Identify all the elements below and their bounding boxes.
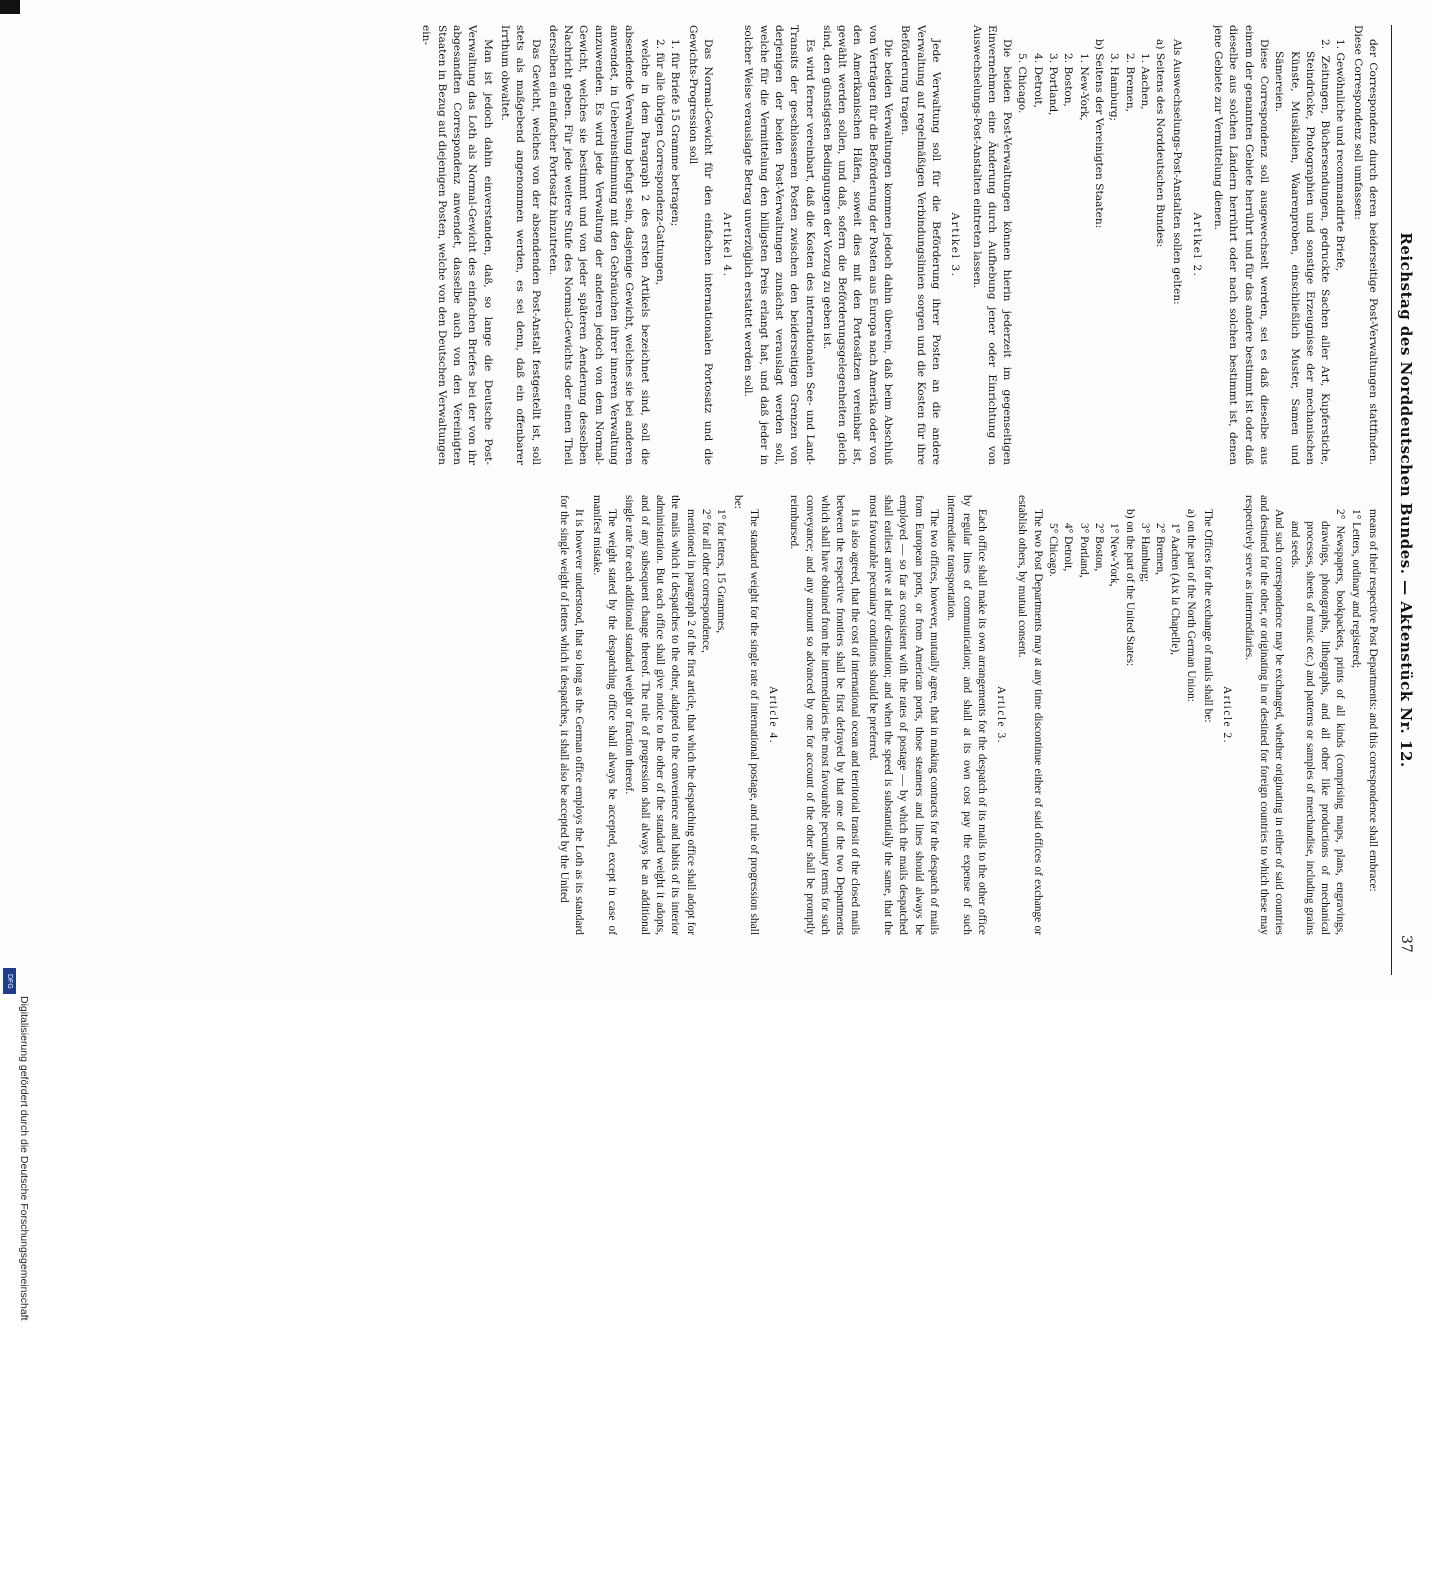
- list-item: 3. Hamburg;: [1108, 53, 1121, 122]
- paragraph: The two Post Departments may at any time discontinue either of said offices of exchange or establish others, by mutual consent.: [1016, 495, 1044, 935]
- list-item: 1° Aachen (Aix la Chapelle),: [1169, 523, 1182, 656]
- list-item: 1. Aachen,: [1138, 53, 1151, 110]
- list-item: 2. Boston,: [1062, 53, 1075, 107]
- paragraph: Das Normal-Gewicht für den einfachen internationalen Portosatz und die Gewichts-Progression soll: [686, 25, 714, 465]
- list-item: 4. Detroit,: [1031, 53, 1044, 108]
- list-item: 5. Chicago.: [1016, 53, 1029, 114]
- paragraph: It is however understood, that so long as the German office employs the Loth as its standard for the single weight of letters which it despatches, it shall also be accepted by the United: [558, 495, 586, 935]
- list-item: 2° Boston,: [1092, 523, 1105, 572]
- paragraph: means of their respective Post Departments: and this correspondence shall embrace:: [1367, 509, 1379, 892]
- list-item: 2° for all other correspondence,: [699, 509, 712, 654]
- list-item: 4° Detroit,: [1062, 523, 1075, 572]
- paragraph: Diese Correspondenz soll ausgewechselt werden, sei es daß dieselbe aus einem der genannten Gebiete herrührt und für das andere bestimmt ist oder daß dieselbe aus solchen Ländern herrührt oder nach solchen bestimmt ist, denen jene Gebiete zur Vermittelung dienen.: [1212, 25, 1270, 465]
- article-heading: Article 3.: [995, 685, 1008, 744]
- paragraph: der Correspondenz durch deren beiderseitige Post-Verwaltungen stattfinden. Diese Correspondenz soll umfassen:: [1351, 25, 1379, 465]
- list-item: 1. für Briefe 15 Gramme betragen;: [669, 39, 682, 227]
- list-label: a) Seitens des Norddeutschen Bundes:: [1154, 39, 1167, 248]
- list-label: a) on the part of the North German Union:: [1184, 509, 1197, 702]
- list-label: b) Seitens der Vereinigten Staaten:: [1092, 39, 1105, 229]
- paragraph: Jede Verwaltung soll für die Beförderung ihrer Posten an die andere Verwaltung auf regelmäßigen Verbindungslinien sorgen und die Kosten für ihre Beförderung tragen.: [899, 25, 942, 465]
- page-header: [1391, 25, 1420, 975]
- list-item: 2. für alle übrigen Correspondenz-Gattungen,: [653, 39, 666, 286]
- paragraph: Each office shall make its own arrangements for the despatch of its mails to the other office by regular lines of communication; and shall at its own cost pay the expense of such intermediate transportation.: [945, 495, 988, 935]
- english-column: [110, 495, 1380, 935]
- paragraph: It is also agreed, that the cost of international ocean and territorial transit of the closed mails between the respective frontiers shall be first defrayed by that one of the two Departments which shall have obtained from the intermediaries the most favourable pecuniary terms for such conveyance; and any amount so advanced by one for account of the other shall be promptly reimbursed.: [788, 495, 862, 935]
- list-item: 2. Bremen,: [1123, 53, 1136, 113]
- article-heading: Article 2.: [1221, 685, 1234, 744]
- list-item: 1° for letters, 15 Grammes,: [715, 509, 728, 634]
- list-item: 3° Hamburg;: [1138, 523, 1151, 583]
- page-number: 37: [1398, 934, 1414, 953]
- paragraph: Die beiden Post-Verwaltungen können hierin jederzeit im gegenseitigen Einvernehmen eine Änderung durch Aufhebung jener oder Einrichtung von Auswechselungs-Post-Anstalten eintreten lassen.: [970, 25, 1014, 465]
- paragraph: welche in dem Paragraph 2 des ersten Artikels bezeichnet sind, soll die absendende Verwaltung befugt sein, dasjenige Gewicht, welches sie bei anderen anwendet, in Uebereinstimmung mit den Gebräuchen ihrer inneren Verwaltung anzuwenden. Es wird jede Verwaltung der anderen jedoch von dem Normal-Gewicht, welches sie bestimmt und von jeder späteren Aenderung desselben Nachricht geben. Für jede weitere Stufe des Normal-Gewichts oder einen Theil derselben ein einfacher Portosatz hinzutreten.: [546, 25, 651, 465]
- list-item: 2° Bremen,: [1154, 523, 1167, 576]
- list-label: b) on the part of the United States:: [1123, 509, 1136, 667]
- paragraph: Es wird ferner vereinbart, daß die Kosten des internationalen See- und Land-Transits der geschlossenen Posten zwischen den beiderseitigen Grenzen von derjenigen der beiden Post-Verwaltungen zunächst verauslagt werden soll, welche für die Vermittelung den billigsten Preis erlangt hat, und daß jeder in solcher Weise verauslagte Betrag unverzüglich erstattet werden soll.: [742, 25, 816, 465]
- list-item: 5° Chicago.: [1047, 523, 1060, 577]
- list-item: 2° Newspapers, bookpackets, prints of all kinds (comprising maps, plans, engravings, drawings, photographs, lithographs, and all other like productions of mechanical processes, sheets of music etc.) and patterns or samples of merchandise, including grains and seeds.: [1288, 509, 1347, 935]
- paragraph: Die beiden Verwaltungen kommen jedoch dahin überein, daß beim Abschluß von Verträgen für die Beförderung der Posten aus Europa nach Amerika oder von den Amerikanischen Häfen, soweit dies mit den Portosätzen vereinbar ist, gewählt werden sollen, und daß, sofern die Beförderungsgelegenheiten gleich sind, den günstigsten Bedingungen der Vorzug zu geben ist.: [820, 25, 895, 465]
- article-heading: Artikel 3.: [949, 212, 962, 278]
- paragraph: The weight stated by the despatching office shall always be accepted, except in case of manifest mistake.: [590, 495, 619, 935]
- digitization-credit: [4, 396, 30, 1321]
- paragraph: The Offices for the exchange of mails shall be:: [1202, 509, 1215, 723]
- paragraph: The two offices, however, mutually agree, that in making contracts for the despatch of mails from European ports, or from American ports, those steamers and lines should always be employed — so far as consistent with the rates of postage — by which the mails despatched shall earliest arrive at their destination; and when the speed is substantially the same, that the most favourable pecuniary conditions should be preferred.: [866, 495, 940, 935]
- page-title: Reichstag des Norddeutschen Bundes. — Aktenstück Nr. 12.: [1397, 232, 1415, 768]
- article-heading: Article 4.: [767, 685, 780, 744]
- list-item: 3° Portland,: [1077, 523, 1090, 578]
- article-heading: Artikel 4.: [721, 212, 734, 278]
- paragraph: Als Auswechselungs-Post-Anstalten sollen gelten:: [1171, 39, 1184, 305]
- list-item: 1° New-York,: [1108, 523, 1121, 587]
- list-item: 1. New-York,: [1077, 53, 1090, 121]
- dfg-logo: DFG: [3, 968, 16, 994]
- paragraph: Das Gewicht, welches von der absendenden Post-Anstalt festgestellt ist, soll stets als maßgebend angenommen werden, es sei denn, daß ein offenbarer Irrthum obwaltet.: [498, 25, 542, 465]
- german-column: [110, 25, 1380, 465]
- paragraph: Man ist jedoch dahin einverstanden, daß, so lange die Deutsche Post-Verwaltung das Loth als Normal-Gewicht des einfachen Briefes bei der von ihr abgesandten Correspondenz anwendet, dasselbe auch von den Vereinigten Staaten in Bezug auf diejenigen Posten, welche von den Deutschen Verwaltungen ein-: [420, 25, 494, 465]
- paragraph: And such correspondence may be exchanged, whether originating in either of said countries and destined for the other, or originating in or destined for foreign countries to which these may respectively serve as intermediaries.: [1242, 495, 1286, 935]
- article-heading: Artikel 2.: [1190, 212, 1203, 278]
- list-item: 1° Letters, ordinary and registered;: [1349, 509, 1362, 669]
- scan-corner-mark: [0, 0, 20, 14]
- list-item: 1. Gewöhnliche und recommandirte Briefe,: [1334, 39, 1347, 272]
- paragraph: mentioned in paragraph 2 of the first article, that which the despatching office shall adopt for the mails which it despatches to the other, adapted to the convenience and habits of its interior administration. But each office shall give notice to the other of the standard weight it adopts, and of any subsequent change thereof. The rule of progression shall always be an additional single rate for each additional standard weight or fraction thereof.: [623, 495, 697, 935]
- list-item: 2. Zeitungen, Büchersendungen, gedruckte Sachen aller Art, Kupferstiche, Steindrücke, Photographien und sonstige Erzeugnisse der mechanischen Künste, Musikalien, Waarenproben, einschließlich Muster, Samen und Sämereien.: [1273, 39, 1332, 465]
- credit-text: Digitalisierung gefördert durch die Deutsche Forschungsgemeinschaft: [18, 996, 30, 1321]
- paragraph: The standard weight for the single rate of international postage, and rule of progression shall be:: [732, 495, 760, 935]
- rotated-page-content: [100, 25, 1420, 975]
- list-item: 3. Portland,: [1047, 53, 1060, 116]
